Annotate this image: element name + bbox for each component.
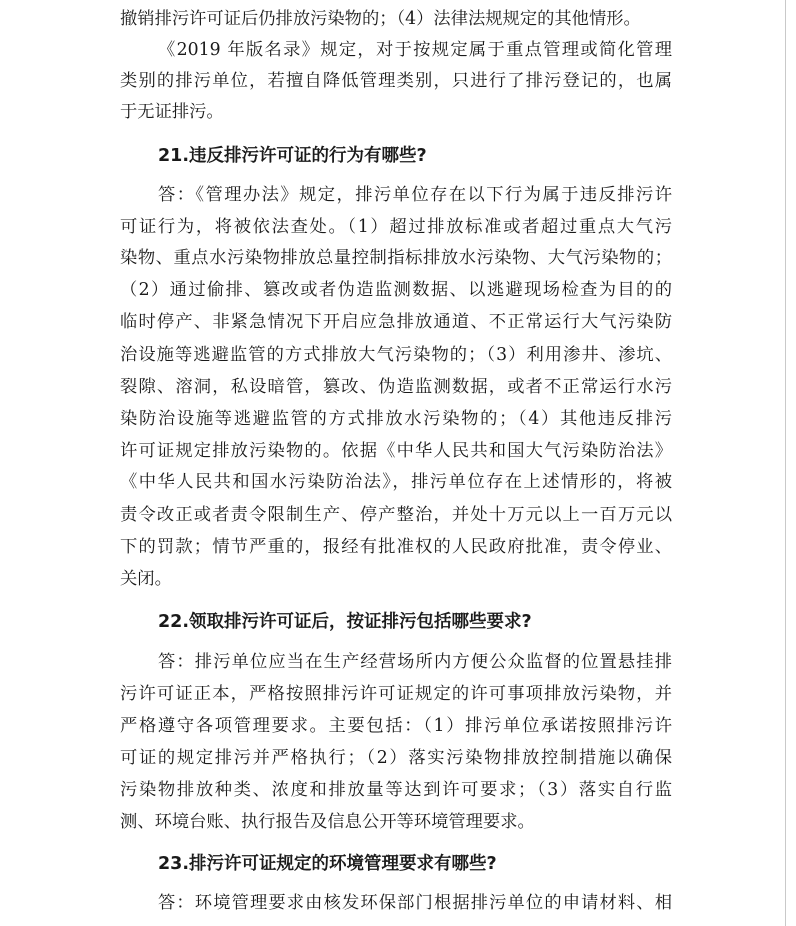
text-line: 裂隙、溶洞，私设暗管，篡改、伪造监测数据，或者不正常运行水污: [120, 377, 672, 397]
text-line: 答：环境管理要求由核发环保部门根据排污单位的申请材料、相: [158, 893, 672, 913]
text-line: 责令改正或者责令限制生产、停产整治，并处十万元以上一百万元以: [120, 505, 672, 525]
text-line: 答：《管理办法》规定，排污单位存在以下行为属于违反排污许: [158, 185, 672, 205]
text-line: 许可证规定排放污染物的。依据《中华人民共和国大气污染防治法》: [120, 441, 672, 461]
text-line: 关闭。: [120, 569, 172, 589]
question-heading-21: 21.违反排污许可证的行为有哪些?: [158, 146, 427, 166]
question-heading-23: 23.排污许可证规定的环境管理要求有哪些?: [158, 854, 497, 874]
text-line: 答：排污单位应当在生产经营场所内方便公众监督的位置悬挂排: [158, 652, 672, 672]
text-line: 撤销排污许可证后仍排放污染物的；（4）法律法规规定的其他情形。: [120, 9, 641, 29]
text-line: 临时停产、非紧急情况下开启应急排放通道、不正常运行大气污染防: [120, 312, 672, 332]
text-line: 下的罚款；情节严重的，报经有批准权的人民政府批准，责令停业、: [120, 537, 672, 557]
text-line: 《中华人民共和国水污染防治法》，排污单位存在上述情形的，将被: [120, 472, 672, 492]
page-edge: [785, 0, 786, 926]
text-line: （2）通过偷排、篡改或者伪造监测数据、以逃避现场检查为目的的: [120, 280, 672, 300]
text-line: 染防治设施等逃避监管的方式排放水污染物的；（4）其他违反排污: [120, 409, 672, 429]
text-line: 《2019 年版名录》规定，对于按规定属于重点管理或简化管理: [158, 40, 672, 60]
question-heading-22: 22.领取排污许可证后，按证排污包括哪些要求?: [158, 612, 532, 632]
text-line: 类别的排污单位，若擅自降低管理类别，只进行了排污登记的，也属: [120, 71, 672, 91]
text-line: 污染物排放种类、浓度和排放量等达到许可要求；（3）落实自行监: [120, 780, 672, 800]
text-line: 污许可证正本，严格按照排污许可证规定的许可事项排放污染物，并: [120, 684, 672, 704]
text-line: 严格遵守各项管理要求。主要包括：（1）排污单位承诺按照排污许: [120, 716, 672, 736]
text-line: 测、环境台账、执行报告及信息公开等环境管理要求。: [120, 812, 535, 832]
text-line: 染物、重点水污染物排放总量控制指标排放水污染物、大气污染物的；: [120, 248, 672, 268]
text-line: 治设施等逃避监管的方式排放大气污染物的；（3）利用渗井、渗坑、: [120, 345, 672, 365]
text-line: 可证的规定排污并严格执行；（2）落实污染物排放控制措施以确保: [120, 748, 672, 768]
text-line: 于无证排污。: [120, 102, 224, 122]
text-line: 可证行为，将被依法查处。（1）超过排放标准或者超过重点大气污: [120, 217, 672, 237]
